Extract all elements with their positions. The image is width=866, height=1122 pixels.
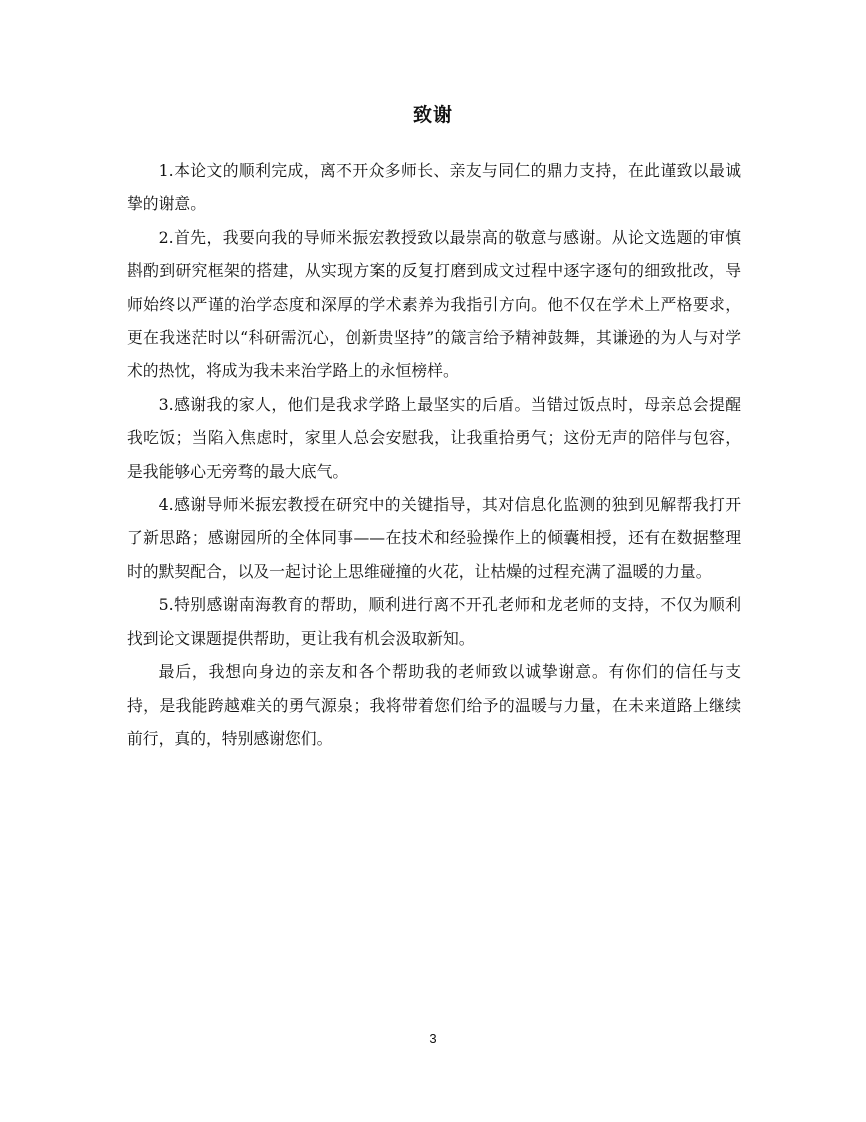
paragraph-1: 1.本论文的顺利完成，离不开众多师长、亲友与同仁的鼎力支持，在此谨致以最诚挚的谢意。 xyxy=(127,161,741,214)
page-number: 3 xyxy=(429,1031,437,1046)
paragraph-4: 4.感谢导师米振宏教授在研究中的关键指导，其对信息化监测的独到见解帮我打开了新思路；感谢园所的全体同事——在技术和经验操作上的倾囊相授，还有在数据整理时的默契配合，以及一起讨论上思维碰撞的火花，让枯燥的过程充满了温暖的力量。 xyxy=(127,495,741,581)
paragraph-5: 5.特别感谢南海教育的帮助，顺利进行离不开孔老师和龙老师的支持，不仅为顺利找到论文课题提供帮助，更让我有机会汲取新知。 xyxy=(127,595,741,648)
paragraph-2: 2.首先，我要向我的导师米振宏教授致以最崇高的敬意与感谢。从论文选题的审慎斟酌到研究框架的搭建，从实现方案的反复打磨到成文过程中逐字逐句的细致批改，导师始终以严谨的治学态度和深厚的学术素养为我指引方向。他不仅在学术上严格要求，更在我迷茫时以“科研需沉心，创新贵坚持”的箴言给予精神鼓舞，其谦逊的为人与对学术的热忱，将成为我未来治学路上的永恒榜样。 xyxy=(127,227,741,381)
paragraph-closing: 最后，我想向身边的亲友和各个帮助我的老师致以诚挚谢意。有你们的信任与支持，是我能跨越难关的勇气源泉；我将带着您们给予的温暖与力量，在未来道路上继续前行，真的，特别感谢您们。 xyxy=(127,662,741,748)
page-title: 致谢 xyxy=(412,104,453,126)
acknowledgement-body xyxy=(127,154,741,755)
paragraph-3: 3.感谢我的家人，他们是我求学路上最坚实的后盾。当错过饭点时，母亲总会提醒我吃饭；当陷入焦虑时，家里人总会安慰我，让我重拾勇气；这份无声的陪伴与包容，是我能够心无旁骛的最大底气。 xyxy=(127,394,741,481)
